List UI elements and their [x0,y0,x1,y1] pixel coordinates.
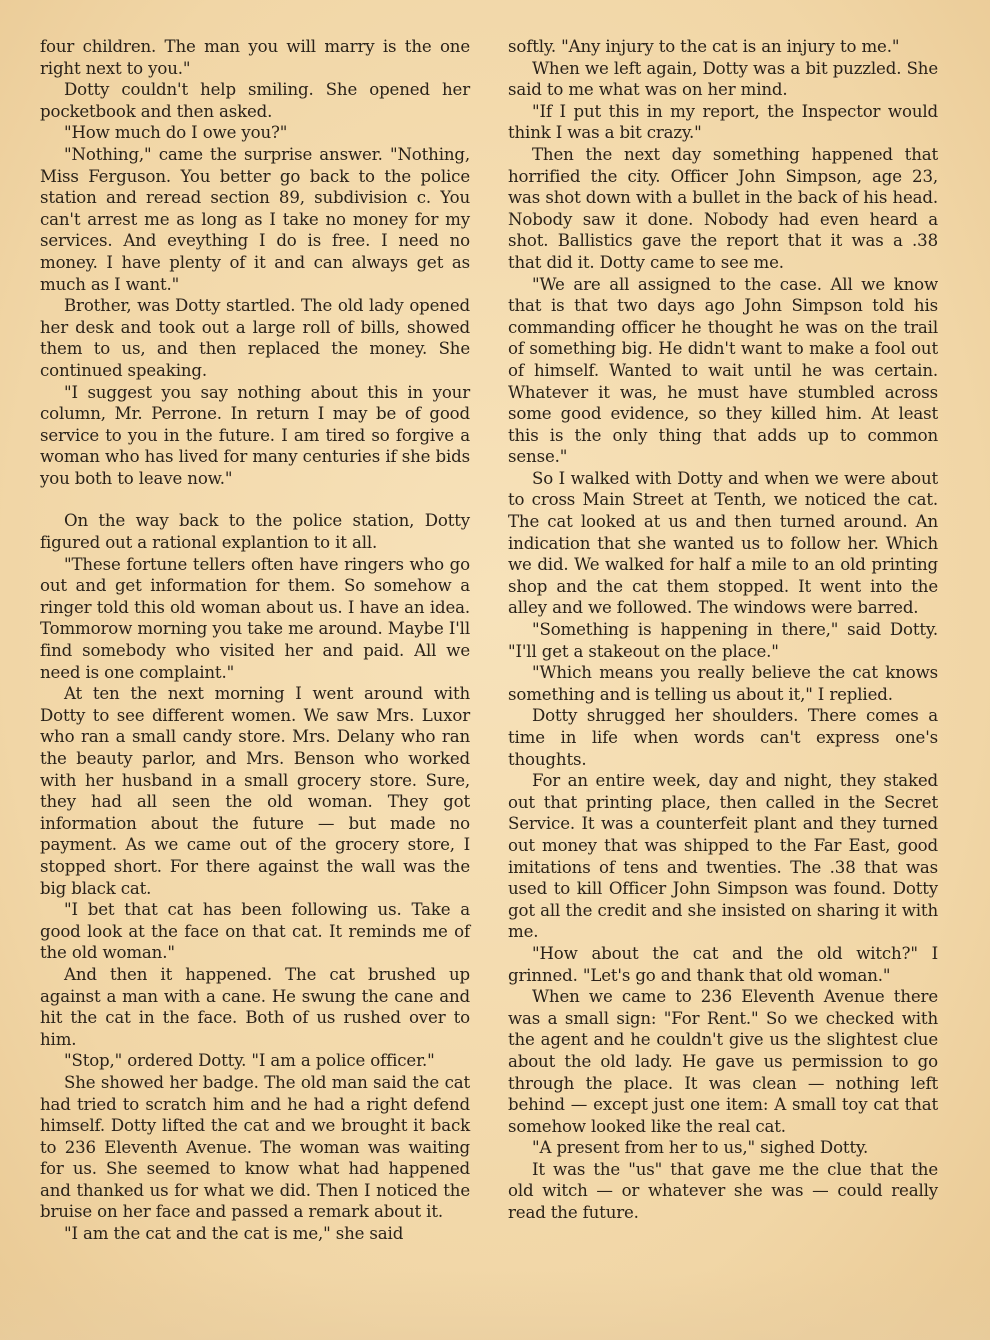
paragraph: "Something is happening in there," said Dotty. "I'll get a stakeout on the place." [508,620,938,661]
paragraph: "I bet that cat has been following us. Take a good look at the face on that cat. It reminds me of the old woman." [40,900,470,963]
paragraph: Dotty couldn't help smiling. She opened her pocketbook and then asked. [40,80,470,121]
paragraph: "Nothing," came the surprise answer. "Nothing, Miss Ferguson. You better go back to the police station and reread section 89, subdivision c. You can't arrest me as long as I take no money for my services. And eveything I do is free. I need no money. I have plenty of it and can always get as much as I want." [40,144,470,294]
paragraph: "I suggest you say nothing about this in your column, Mr. Perrone. In return I may be of good service to you in the future. I am tired so forgive a woman who has lived for many centuries if she bids you both to leave now." [40,382,470,488]
paragraph: It was the "us" that gave me the clue that the old witch — or whatever she was — could really read the future. [508,1159,938,1223]
paragraph: four children. The man you will marry is the one right next to you." [40,37,470,78]
paragraph: "Stop," ordered Dotty. "I am a police officer." [64,1051,435,1071]
paragraph: "A present from her to us," sighed Dotty. [532,1138,869,1158]
paragraph: "How much do I owe you?" [64,123,288,143]
left-column [40,36,470,1245]
right-column [508,36,938,1224]
paragraph: Brother, was Dotty startled. The old lady opened her desk and took out a large roll of bills, showed them to us, and then replaced the money. She continued speaking. [40,296,470,380]
paragraph: "These fortune tellers often have ringers who go out and get information for them. So somehow a ringer told this old woman about us. I have an idea. Tommorow morning you take me around. Maybe I'll find somebody who visited her and paid. All we need is one complaint." [40,554,470,682]
paper-wear [0,1270,990,1340]
paragraph: softly. "Any injury to the cat is an injury to me." [508,37,900,56]
paragraph: She showed her badge. The old man said the cat had tried to scratch him and he had a right defend himself. Dotty lifted the cat and we brought it back to 236 Eleventh Avenue. The woman was waiting for us. She seemed to know what had happened and thanked us for what we did. Then I noticed the bruise on her face and passed a remark about it. [40,1072,470,1222]
paragraph: "We are all assigned to the case. All we know that is that two days ago John Simpson told his commanding officer he thought he was on the trail of something big. He didn't want to make a fool out of himself. Wanted to wait until he was certain. Whatever it was, he must have stumbled across some good evidence, so they killed him. At least this is the only thing that adds up to common sense." [508,274,938,467]
paragraph: Dotty shrugged her shoulders. There comes a time in life when words can't express one's thoughts. [508,706,938,769]
paragraph: "How about the cat and the old witch?" I grinned. "Let's go and thank that old woman." [508,943,938,985]
paragraph: And then it happened. The cat brushed up against a man with a cane. He swung the cane and hit the cat in the face. Both of us rushed over to him. [40,964,470,1049]
paragraph: When we left again, Dotty was a bit puzzled. She said to me what was on her mind. [508,58,938,100]
paragraph: For an entire week, day and night, they staked out that printing place, then called in the Secret Service. It was a counterfeit plant and they turned out money that was shipped to the Far East, good imitations of tens and twenties. The .38 that was used to kill Officer John Simpson was found. Dotty got all the credit and she insisted on sharing it with me. [508,771,938,942]
paragraph: "Which means you really believe the cat knows something and is telling us about it," I replied. [508,663,938,704]
paragraph: Then the next day something happened that horrified the city. Officer John Simpson, age 23, was shot down with a bullet in the back of his head. Nobody saw it done. Nobody had even heard a shot. Ballistics gave the report that it was a .38 that did it. Dotty came to see me. [508,144,938,272]
paragraph: "If I put this in my report, the Inspector would think I was a bit crazy." [508,101,938,143]
paragraph: When we came to 236 Eleventh Avenue there was a small sign: "For Rent." So we checked with the agent and he couldn't give us the slightest clue about the old lady. He gave us permission to go through the place. It was clean — nothing left behind — except just one item: A small toy cat that somehow looked like the real cat. [508,987,938,1136]
paragraph: At ten the next morning I went around with Dotty to see different women. We saw Mrs. Luxor who ran a small candy store. Mrs. Delany who ran the beauty parlor, and Mrs. Benson who worked with her husband in a small grocery store. Sure, they had all seen the old woman. They got information about the future — but made no payment. As we came out of the grocery store, I stopped short. For there against the wall was the big black cat. [40,684,470,898]
paragraph: So I walked with Dotty and when we were about to cross Main Street at Tenth, we noticed the cat. The cat looked at us and then turned around. An indication that she wanted us to follow her. Which we did. We walked for half a mile to an old printing shop and the cat them stopped. It went into the alley and we followed. The windows were barred. [508,468,938,618]
paragraph: "I am the cat and the cat is me," she said [64,1224,404,1244]
paragraph: On the way back to the police station, Dotty figured out a rational explantion to it all. [40,511,470,553]
